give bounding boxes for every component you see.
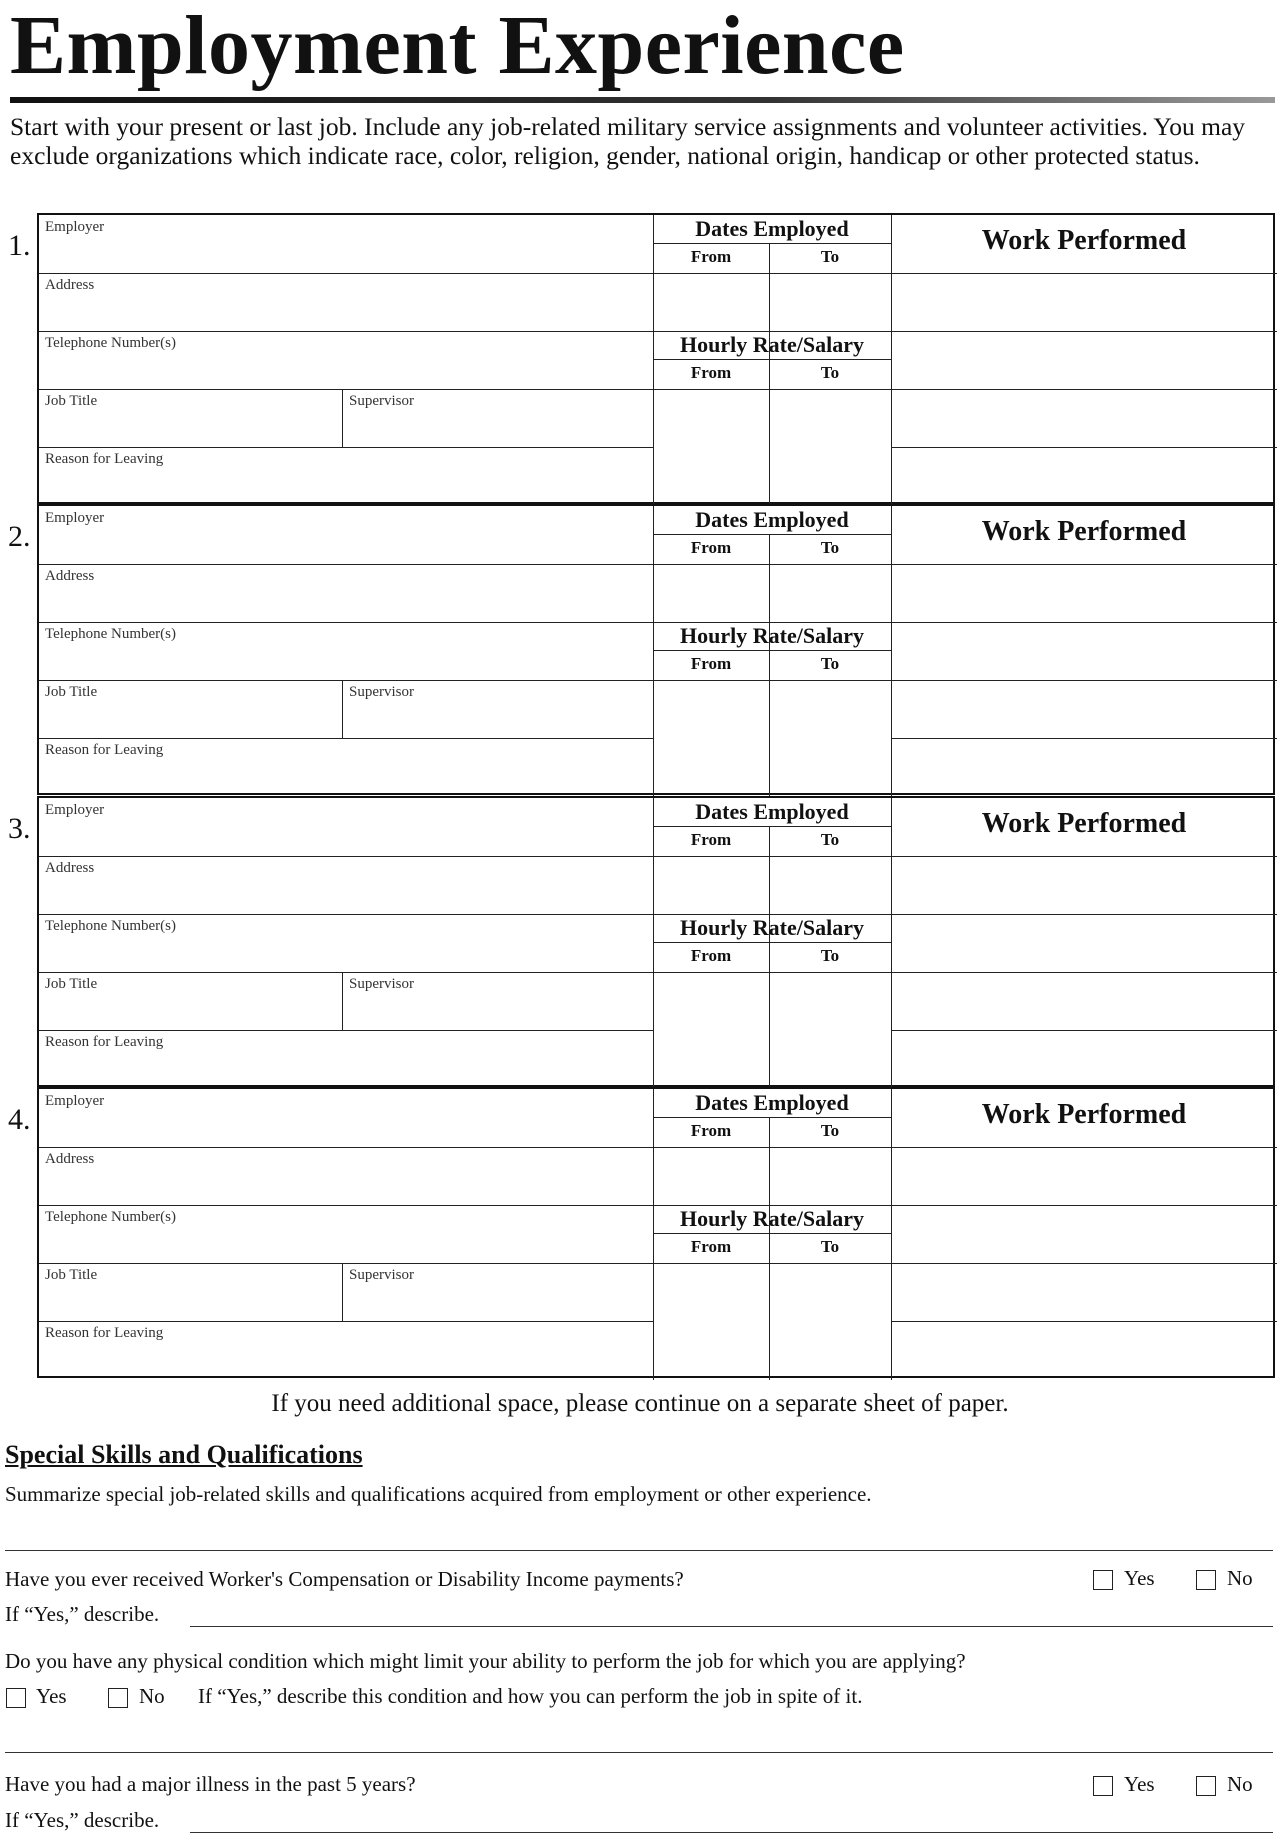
dates-employed-header: Dates Employed [695, 507, 849, 532]
work-line[interactable] [891, 331, 1277, 332]
workers-comp-yes-checkbox[interactable] [1093, 1570, 1113, 1590]
workers-comp-yes-label: Yes [1124, 1566, 1155, 1590]
row-divider [39, 447, 653, 448]
reason-for-leaving-label: Reason for Leaving [45, 742, 164, 758]
row-divider [39, 1263, 653, 1264]
reason-for-leaving-label: Reason for Leaving [45, 451, 164, 467]
rate-from-header: From [690, 1237, 732, 1256]
work-line[interactable] [891, 1030, 1277, 1031]
work-performed-header: Work Performed [981, 808, 1187, 839]
address-label: Address [45, 568, 95, 584]
row-divider [39, 331, 653, 332]
column-divider [342, 972, 343, 1030]
work-line[interactable] [891, 680, 1277, 681]
reason-for-leaving-label: Reason for Leaving [45, 1034, 164, 1050]
work-line[interactable] [891, 447, 1277, 448]
job-title-label: Job Title [45, 393, 98, 409]
illness-no-checkbox[interactable] [1196, 1776, 1216, 1796]
column-divider [342, 389, 343, 447]
column-divider [891, 215, 892, 506]
title-rule [10, 97, 1275, 103]
dates-to-header: To [820, 247, 840, 266]
row-divider [39, 914, 653, 915]
dates-to-header: To [820, 538, 840, 557]
dates-employed-header: Dates Employed [695, 799, 849, 824]
row-divider [653, 1233, 891, 1234]
row-divider [653, 972, 891, 973]
illness-no-label: No [1227, 1772, 1253, 1796]
telephone-label: Telephone Number(s) [45, 626, 176, 642]
physical-no-label: No [139, 1684, 165, 1708]
illness-yes-label: Yes [1124, 1772, 1155, 1796]
workers-comp-question: Have you ever received Worker's Compensation or Disability Income payments? [5, 1567, 684, 1591]
row-divider [653, 856, 891, 857]
illness-yes-checkbox[interactable] [1093, 1776, 1113, 1796]
employer-label: Employer [45, 510, 105, 526]
row-divider [653, 680, 891, 681]
column-divider [342, 1263, 343, 1321]
dates-employed-header: Dates Employed [695, 216, 849, 241]
work-line[interactable] [891, 564, 1277, 565]
row-divider [39, 622, 653, 623]
telephone-label: Telephone Number(s) [45, 335, 176, 351]
hourly-rate-header: Hourly Rate/Salary [680, 915, 864, 940]
rate-from-header: From [690, 363, 732, 382]
illness-describe-line[interactable] [190, 1832, 1273, 1833]
reason-for-leaving-label: Reason for Leaving [45, 1325, 164, 1341]
work-line[interactable] [891, 622, 1277, 623]
column-divider [342, 680, 343, 738]
row-divider [39, 1147, 653, 1148]
dates-to-header: To [820, 830, 840, 849]
hourly-rate-header: Hourly Rate/Salary [680, 623, 864, 648]
work-line[interactable] [891, 1263, 1277, 1264]
dates-from-header: From [690, 247, 732, 266]
workers-comp-no-checkbox[interactable] [1196, 1570, 1216, 1590]
address-label: Address [45, 277, 95, 293]
rate-to-header: To [820, 654, 840, 673]
employment-entry [37, 796, 1275, 1087]
work-line[interactable] [891, 972, 1277, 973]
employer-label: Employer [45, 219, 105, 235]
row-divider [39, 1205, 653, 1206]
supervisor-label: Supervisor [349, 684, 414, 700]
continue-note: If you need additional space, please continue on a separate sheet of paper. [271, 1390, 1009, 1417]
rate-from-header: From [690, 946, 732, 965]
employment-entry [37, 504, 1275, 795]
illness-question: Have you had a major illness in the past 5 years? [5, 1772, 416, 1796]
row-divider [653, 826, 891, 827]
physical-condition-question: Do you have any physical condition which might limit your ability to perform the job for which you are applying? [5, 1649, 966, 1673]
row-divider [39, 1030, 653, 1031]
supervisor-label: Supervisor [349, 393, 414, 409]
column-divider [891, 1089, 892, 1380]
workers-comp-describe-label: If “Yes,” describe. [5, 1602, 160, 1626]
dates-to-header: To [820, 1121, 840, 1140]
work-performed-header: Work Performed [981, 516, 1187, 547]
physical-followup-text: If “Yes,” describe this condition and how you can perform the job in spite of it. [198, 1684, 863, 1708]
work-line[interactable] [891, 389, 1277, 390]
row-divider [39, 680, 653, 681]
workers-comp-no-label: No [1227, 1566, 1253, 1590]
rate-to-header: To [820, 363, 840, 382]
intro-text: Start with your present or last job. Include any job-related military service assignments and volunteer activities. You may exclude organizations which indicate race, color, religion, gender, national origin, handicap or other protected status. [10, 112, 1246, 170]
row-divider [653, 273, 891, 274]
row-divider [39, 738, 653, 739]
work-line[interactable] [891, 856, 1277, 857]
row-divider [653, 1263, 891, 1264]
row-divider [39, 856, 653, 857]
row-divider [653, 534, 891, 535]
row-divider [653, 359, 891, 360]
work-performed-header: Work Performed [981, 225, 1187, 256]
job-title-label: Job Title [45, 1267, 98, 1283]
page-title: Employment Experience [10, 0, 905, 92]
row-divider [653, 1147, 891, 1148]
entry-number: 2. [8, 520, 31, 553]
dates-from-header: From [690, 538, 732, 557]
row-divider [39, 564, 653, 565]
supervisor-label: Supervisor [349, 1267, 414, 1283]
work-line[interactable] [891, 273, 1277, 274]
work-performed-header: Work Performed [981, 1099, 1187, 1130]
physical-yes-checkbox[interactable] [6, 1688, 26, 1708]
row-divider [653, 389, 891, 390]
dates-from-header: From [690, 830, 732, 849]
workers-comp-describe-line[interactable] [190, 1626, 1273, 1627]
hourly-rate-header: Hourly Rate/Salary [680, 332, 864, 357]
work-line[interactable] [891, 1205, 1277, 1206]
physical-describe-line[interactable] [5, 1752, 1273, 1753]
column-divider [891, 798, 892, 1089]
employer-label: Employer [45, 802, 105, 818]
skills-answer-line[interactable] [5, 1550, 1273, 1551]
work-line[interactable] [891, 738, 1277, 739]
row-divider [39, 972, 653, 973]
row-divider [653, 942, 891, 943]
rate-to-header: To [820, 946, 840, 965]
entry-number: 3. [8, 812, 31, 845]
work-line[interactable] [891, 1321, 1277, 1322]
row-divider [653, 1117, 891, 1118]
row-divider [653, 243, 891, 244]
rate-from-header: From [690, 654, 732, 673]
illness-describe-label: If “Yes,” describe. [5, 1808, 160, 1832]
job-title-label: Job Title [45, 976, 98, 992]
job-title-label: Job Title [45, 684, 98, 700]
hourly-rate-header: Hourly Rate/Salary [680, 1206, 864, 1231]
row-divider [653, 564, 891, 565]
row-divider [653, 650, 891, 651]
telephone-label: Telephone Number(s) [45, 1209, 176, 1225]
work-line[interactable] [891, 1147, 1277, 1148]
column-divider [891, 506, 892, 797]
rate-to-header: To [820, 1237, 840, 1256]
telephone-label: Telephone Number(s) [45, 918, 176, 934]
employer-label: Employer [45, 1093, 105, 1109]
entry-number: 4. [8, 1103, 31, 1136]
row-divider [39, 273, 653, 274]
employment-entry [37, 213, 1275, 504]
row-divider [39, 389, 653, 390]
dates-employed-header: Dates Employed [695, 1090, 849, 1115]
address-label: Address [45, 1151, 95, 1167]
address-label: Address [45, 860, 95, 876]
physical-yes-label: Yes [36, 1684, 67, 1708]
dates-from-header: From [690, 1121, 732, 1140]
physical-no-checkbox[interactable] [108, 1688, 128, 1708]
skills-description: Summarize special job-related skills and qualifications acquired from employment or other experience. [5, 1482, 872, 1506]
entry-number: 1. [8, 229, 31, 262]
work-line[interactable] [891, 914, 1277, 915]
row-divider [39, 1321, 653, 1322]
employment-entry [37, 1087, 1275, 1378]
skills-heading: Special Skills and Qualifications [5, 1440, 363, 1469]
supervisor-label: Supervisor [349, 976, 414, 992]
